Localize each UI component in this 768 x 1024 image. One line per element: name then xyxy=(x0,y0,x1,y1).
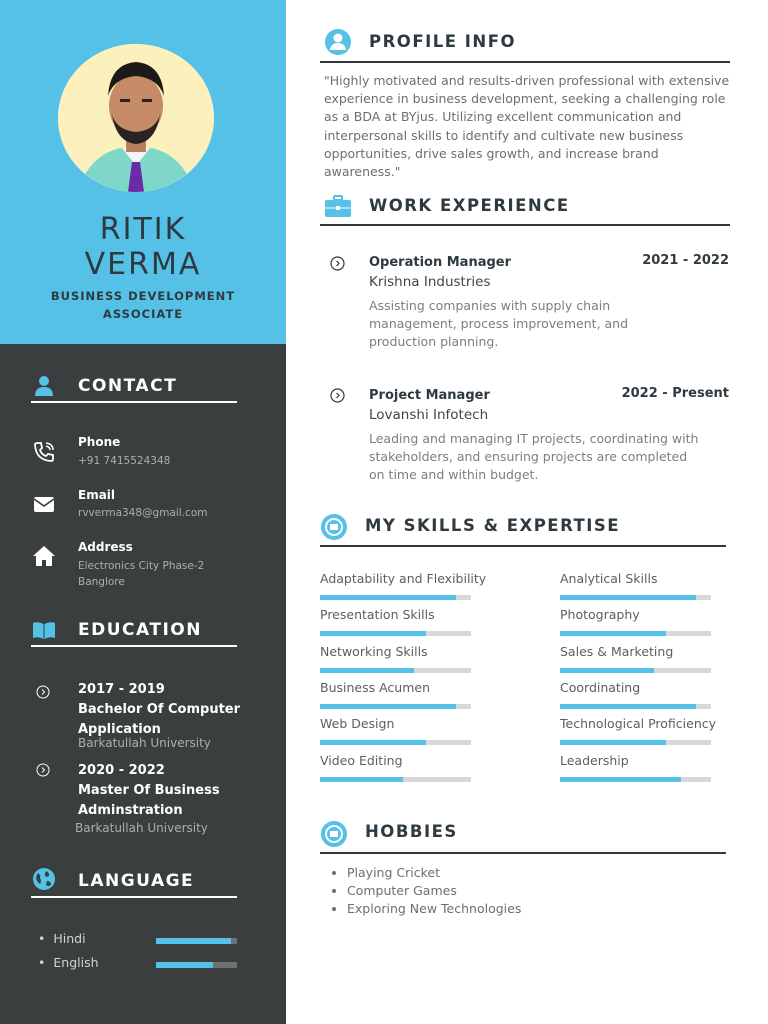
skill-level-bar xyxy=(320,704,471,709)
email-value[interactable]: rvverma348@gmail.com xyxy=(78,507,208,519)
skill-level-bar xyxy=(560,668,711,673)
skill-name: Leadership xyxy=(560,753,629,768)
skill-level-bar xyxy=(560,777,711,782)
job-dates: 2022 - Present xyxy=(621,386,729,401)
skill-name: Business Acumen xyxy=(320,680,431,695)
skill-level-bar xyxy=(320,777,471,782)
skill-level-bar xyxy=(320,740,471,745)
skill-name: Technological Proficiency xyxy=(560,716,717,731)
profile-summary: "Highly motivated and results-driven professional with extensive experience in business development, seeking a challenging role as a BDA at BYjus. Utilizing excellent communication and interpersonal skills to identify and cultivate new business opportunities, drive sales growth, and increase brand awareness." xyxy=(324,73,730,180)
book-icon xyxy=(32,618,56,642)
email-icon xyxy=(32,492,56,516)
skill-level-bar xyxy=(560,631,711,636)
language-divider xyxy=(31,896,237,898)
phone-value[interactable]: +91 7415524348 xyxy=(78,455,171,467)
first-name: RITIK xyxy=(99,212,187,247)
list-item: • Playing Cricket xyxy=(347,864,547,882)
hobbies-list xyxy=(347,864,547,919)
job-company: Krishna Industries xyxy=(369,274,491,290)
work-heading: WORK EXPERIENCE xyxy=(369,196,570,215)
job-description: Assisting companies with supply chain management, process improvement, and production planning. xyxy=(369,298,629,350)
language-item: • English xyxy=(38,955,99,970)
contact-divider xyxy=(31,401,237,403)
briefcase-icon xyxy=(324,193,352,221)
skill-name: Analytical Skills xyxy=(560,571,658,586)
bullet-circle-icon xyxy=(330,256,345,271)
language-item: • Hindi xyxy=(38,931,86,946)
bullet-circle-icon xyxy=(330,388,345,403)
job-role: Operation Manager xyxy=(369,255,512,270)
hobbies-divider xyxy=(320,852,726,854)
skills-divider xyxy=(320,545,726,547)
edu-years: 2017 - 2019 xyxy=(78,682,165,697)
edu-years: 2020 - 2022 xyxy=(78,763,165,778)
email-label: Email xyxy=(78,488,116,502)
list-item: • Computer Games xyxy=(347,882,547,900)
profile-icon xyxy=(324,28,352,56)
skill-name: Photography xyxy=(560,607,640,622)
bullet-circle-icon xyxy=(36,685,50,699)
skill-name: Video Editing xyxy=(320,753,403,768)
contact-heading: CONTACT xyxy=(78,376,178,396)
language-level-bar xyxy=(156,962,237,968)
address-line1: Electronics City Phase-2 xyxy=(78,560,205,572)
edu-school: Barkatullah University xyxy=(75,821,208,835)
skills-icon xyxy=(320,513,348,541)
skill-name: Web Design xyxy=(320,716,395,731)
home-icon xyxy=(32,544,56,568)
language-level-bar xyxy=(156,938,237,944)
profile-divider xyxy=(320,61,730,63)
skill-name: Adaptability and Flexibility xyxy=(320,571,487,586)
job-company: Lovanshi Infotech xyxy=(369,407,489,423)
edu-school: Barkatullah University xyxy=(78,736,211,750)
skill-level-bar xyxy=(560,740,711,745)
profile-heading: PROFILE INFO xyxy=(369,32,517,51)
skill-level-bar xyxy=(320,595,471,600)
edu-degree: Master Of Business Adminstration xyxy=(78,783,220,818)
person-icon xyxy=(32,373,56,397)
skill-level-bar xyxy=(560,704,711,709)
job-role: Project Manager xyxy=(369,388,490,403)
skill-level-bar xyxy=(560,595,711,600)
last-name: VERMA xyxy=(84,247,202,282)
work-divider xyxy=(320,224,730,226)
skill-level-bar xyxy=(320,631,471,636)
phone-label: Phone xyxy=(78,435,121,449)
edu-degree: Bachelor Of Computer Application xyxy=(78,702,241,737)
skill-name: Presentation Skills xyxy=(320,607,435,622)
skills-heading: MY SKILLS & EXPERTISE xyxy=(365,516,621,535)
skill-name: Coordinating xyxy=(560,680,641,695)
job-description: Leading and managing IT projects, coordinating with stakeholders, and ensuring projects are completed on time and within budget. xyxy=(369,431,699,483)
profile-photo xyxy=(58,44,214,192)
job-title-line2: ASSOCIATE xyxy=(102,307,184,321)
hobbies-icon xyxy=(320,820,348,848)
list-item: • Exploring New Technologies xyxy=(347,900,547,918)
skill-name: Sales & Marketing xyxy=(560,644,674,659)
skill-level-bar xyxy=(320,668,471,673)
education-divider xyxy=(31,645,237,647)
address-line2: Banglore xyxy=(78,576,125,588)
skill-name: Networking Skills xyxy=(320,644,428,659)
phone-icon xyxy=(32,440,56,464)
job-dates: 2021 - 2022 xyxy=(642,253,729,268)
globe-icon xyxy=(32,867,56,891)
education-heading: EDUCATION xyxy=(78,620,202,640)
job-title-line1: BUSINESS DEVELOPMENT xyxy=(50,289,236,303)
address-label: Address xyxy=(78,540,133,554)
bullet-circle-icon xyxy=(36,763,50,777)
job-title xyxy=(0,287,286,323)
language-heading: LANGUAGE xyxy=(78,871,195,891)
hobbies-heading: HOBBIES xyxy=(365,822,458,841)
